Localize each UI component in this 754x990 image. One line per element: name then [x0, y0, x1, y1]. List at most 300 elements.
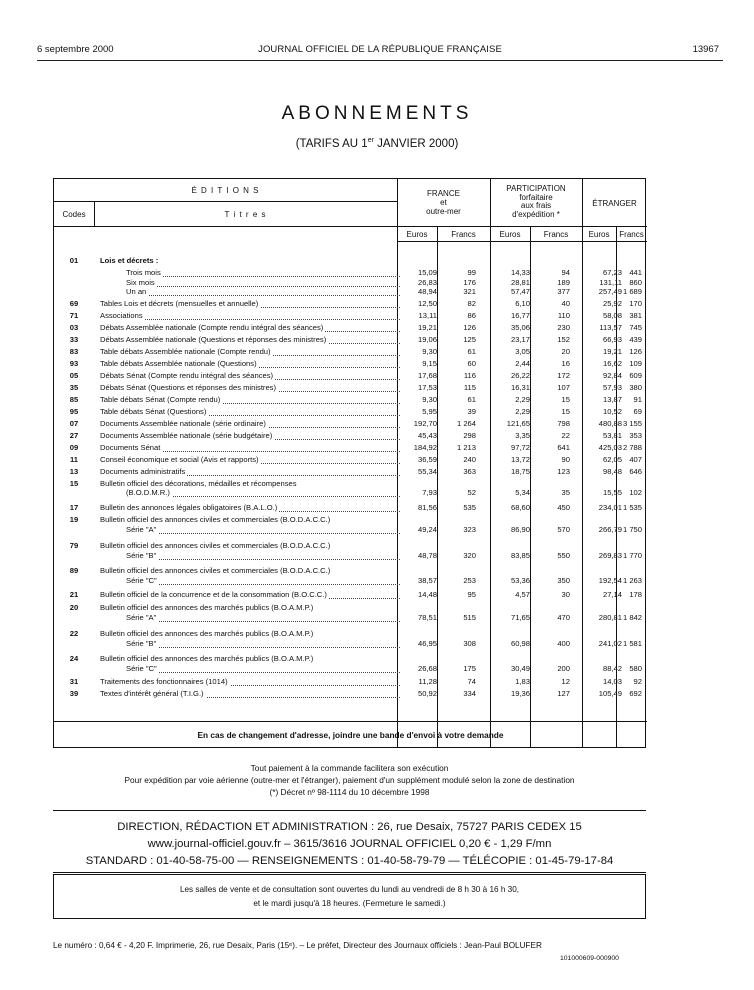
price-cell: 377	[557, 287, 570, 296]
row-title-text: Bulletin officiel de la concurrence et de la consommation (B.O.C.C.)	[100, 590, 327, 599]
row-title-text: Textes d'intérêt général (T.I.G.)	[100, 689, 204, 698]
header-page-number: 13967	[692, 44, 719, 55]
price-cell: 23,17	[510, 335, 530, 344]
subheader-francs: Francs	[451, 230, 476, 239]
price-cell: 68,60	[510, 503, 530, 512]
titres-header: T i t r e s	[224, 210, 267, 219]
table-row	[54, 442, 647, 454]
footer-imprint: Le numéro : 0,64 € - 4,20 F. Imprimerie, 26, rue Desaix, Paris (15ᵉ). – Le préfet, Directeur des Journaux officiels : Jean-Paul BOLUFER	[53, 941, 542, 950]
row-title-text: Bulletin officiel des annonces des marchés publics (B.O.A.M.P.)	[100, 654, 314, 663]
table-row	[54, 286, 647, 298]
price-cell: 2,44	[515, 359, 530, 368]
price-cell: 82	[467, 299, 476, 308]
price-cell: 113,57	[599, 323, 622, 332]
price-cell: 61	[467, 347, 476, 356]
price-cell: 26,68	[417, 663, 437, 673]
price-cell: 308	[463, 638, 476, 648]
row-title	[100, 382, 402, 393]
price-cell: 3,35	[515, 431, 530, 440]
table-row	[54, 418, 647, 430]
subheader-euros: Euros	[499, 230, 521, 239]
row-title	[126, 612, 402, 623]
table-row	[54, 688, 647, 700]
row-title-text: Table débats Sénat (Questions)	[100, 407, 207, 416]
table-row	[54, 612, 647, 624]
price-cell: 152	[557, 335, 570, 344]
direction-phones: STANDARD : 01-40-58-75-00 — RENSEIGNEMENTS : 01-40-58-79-79 — TÉLÉCOPIE : 01-45-79-17-84	[85, 855, 614, 867]
table-row	[54, 370, 647, 382]
row-title	[100, 370, 402, 381]
price-cell: 17,53	[417, 383, 437, 392]
price-cell: 2 788	[622, 443, 642, 452]
row-code: 89	[69, 566, 79, 575]
row-code: 39	[69, 689, 79, 698]
sales-text	[53, 883, 646, 911]
table-row	[54, 550, 647, 562]
row-title-text: Série "B"	[126, 638, 157, 648]
table-row	[54, 638, 647, 650]
price-cell: 1 264	[456, 419, 476, 428]
etranger-header: ÉTRANGER	[592, 199, 637, 208]
row-title	[126, 638, 402, 649]
price-cell: 175	[463, 663, 476, 673]
row-code: 20	[69, 603, 79, 612]
table-row	[54, 466, 647, 478]
row-title-text: Table débats Assemblée nationale (Questions)	[100, 359, 257, 368]
table-row	[54, 430, 647, 442]
price-cell: 15,09	[417, 268, 437, 277]
price-cell: 116	[463, 371, 476, 380]
row-title	[100, 688, 402, 699]
price-cell: 3 155	[622, 419, 642, 428]
price-cell: 14,33	[510, 268, 530, 277]
row-title	[100, 502, 402, 513]
row-code: 13	[69, 467, 79, 476]
row-title-text: Bulletin des annonces légales obligatoires (B.A.L.O.)	[100, 503, 278, 512]
price-cell: 105,49	[598, 689, 622, 698]
row-title-text: Lois et décrets :	[100, 256, 159, 265]
price-cell: 480,88	[598, 419, 622, 428]
editions-header: É D I T I O N S	[191, 186, 260, 195]
table-row	[54, 406, 647, 418]
row-title-text: Débats Assemblée nationale (Questions et réponses des ministres)	[100, 335, 327, 344]
sales-line-1: Les salles de vente et de consultation sont ouvertes du lundi au vendredi de 8 h 30 à 16 h 30,	[179, 885, 520, 894]
price-cell: 172	[557, 371, 570, 380]
price-cell: 86	[467, 311, 476, 320]
price-cell: 350	[557, 575, 570, 585]
price-cell: 1 842	[622, 612, 642, 622]
price-cell: 9,30	[422, 347, 437, 356]
price-cell: 57,93	[602, 383, 622, 392]
price-cell: 18,75	[510, 467, 530, 476]
price-cell: 550	[557, 550, 570, 560]
row-title-text: Documents administratifs	[100, 467, 186, 476]
table-row	[54, 255, 647, 267]
row-title-text: Traitements des fonctionnaires (1014)	[100, 677, 228, 686]
price-cell: 99	[467, 268, 476, 277]
price-cell: 88,42	[602, 663, 622, 673]
row-code: 27	[69, 431, 79, 440]
price-cell: 1,83	[515, 677, 530, 686]
row-code: 07	[69, 419, 79, 428]
price-cell: 380	[629, 383, 642, 392]
price-cell: 16	[561, 359, 570, 368]
price-cell: 13,11	[418, 311, 437, 320]
price-cell: 20	[561, 347, 570, 356]
price-cell: 127	[557, 689, 570, 698]
price-cell: 69	[633, 407, 642, 416]
price-cell: 102	[629, 488, 642, 497]
row-code: 03	[69, 323, 79, 332]
subheader-francs: Francs	[619, 230, 644, 239]
row-title-text: Débats Assemblée nationale (Compte rendu intégral des séances)	[100, 323, 324, 332]
row-title	[126, 550, 402, 561]
price-cell: 5,34	[515, 488, 530, 497]
row-title-text: Conseil économique et social (Avis et rapports)	[100, 455, 259, 464]
price-cell: 240	[463, 455, 476, 464]
row-title-text: Débats Sénat (Compte rendu intégral des séances)	[100, 371, 274, 380]
row-title	[100, 346, 402, 357]
price-cell: 36,59	[417, 455, 437, 464]
direction-web: www.journal-officiel.gouv.fr – 3615/3616 JOURNAL OFFICIEL 0,20 € - 1,29 F/mn	[147, 838, 552, 850]
table-row	[54, 487, 647, 499]
price-cell: 298	[463, 431, 476, 440]
price-cell: 125	[463, 335, 476, 344]
price-cell: 7,93	[422, 488, 437, 497]
row-title-text: Tables Lois et décrets (mensuelles et annuelle)	[100, 299, 259, 308]
price-cell: 16,62	[602, 359, 622, 368]
table-row	[54, 310, 647, 322]
price-cell: 126	[629, 347, 642, 356]
price-cell: 609	[629, 371, 642, 380]
row-code: 33	[69, 335, 79, 344]
price-cell: 94	[561, 268, 570, 277]
price-cell: 580	[629, 663, 642, 673]
price-cell: 91	[633, 395, 642, 404]
price-cell: 126	[463, 323, 476, 332]
row-title	[100, 322, 402, 333]
row-code: 17	[69, 503, 79, 512]
row-code: 79	[69, 541, 79, 550]
price-cell: 2,29	[515, 407, 530, 416]
price-cell: 1 750	[622, 524, 642, 534]
row-title-text: (B.O.D.M.R.)	[126, 488, 170, 497]
running-header	[37, 44, 723, 61]
row-title-text: Bulletin officiel des annonces civiles et commerciales (B.O.D.A.C.C.)	[100, 515, 331, 524]
price-cell: 1 581	[622, 638, 642, 648]
france-header: FRANCE et outre-mer	[426, 189, 461, 216]
price-cell: 9,30	[422, 395, 437, 404]
row-code: 35	[69, 383, 79, 392]
price-cell: 1 213	[456, 443, 476, 452]
price-cell: 60,98	[510, 638, 530, 648]
price-cell: 253	[463, 575, 476, 585]
row-title	[100, 255, 402, 266]
row-title	[100, 298, 402, 309]
price-cell: 86,90	[510, 524, 530, 534]
price-cell: 1 263	[622, 575, 642, 585]
price-cell: 61	[467, 395, 476, 404]
row-title-text: Table débats Assemblée nationale (Compte rendu)	[100, 347, 271, 356]
price-cell: 74	[467, 677, 476, 686]
price-cell: 92	[633, 677, 642, 686]
payment-line: Tout paiement à la commande facilitera son exécution	[250, 763, 449, 773]
price-cell: 381	[629, 311, 642, 320]
price-cell: 50,92	[417, 689, 437, 698]
price-cell: 641	[557, 443, 570, 452]
subheader-euros: Euros	[588, 230, 610, 239]
price-cell: 131,11	[599, 277, 622, 287]
price-cell: 28,81	[510, 277, 530, 287]
row-title-text: Bulletin officiel des décorations, médailles et récompenses	[100, 479, 297, 488]
price-cell: 3,05	[515, 347, 530, 356]
price-cell: 798	[557, 419, 570, 428]
row-title	[100, 430, 402, 441]
price-cell: 745	[629, 323, 642, 332]
row-code: 93	[69, 359, 79, 368]
page-subtitle: (TARIFS AU 1er JANVIER 2000)	[295, 137, 459, 150]
table-row	[54, 394, 647, 406]
price-cell: 13,72	[510, 455, 530, 464]
table-row	[54, 334, 647, 346]
price-cell: 178	[629, 590, 642, 599]
price-cell: 646	[629, 467, 642, 476]
row-title	[126, 575, 402, 586]
table-row	[54, 676, 647, 688]
row-code: 69	[69, 299, 79, 308]
page-title: ABONNEMENTS	[281, 103, 473, 124]
price-cell: 62,05	[602, 455, 622, 464]
row-title-text: Documents Assemblée nationale (série budgétaire)	[100, 431, 273, 440]
price-cell: 27,14	[602, 590, 622, 599]
price-cell: 11,28	[418, 677, 437, 686]
table-row	[54, 298, 647, 310]
price-cell: 441	[629, 268, 642, 277]
price-cell: 16,77	[510, 311, 530, 320]
price-cell: 30	[561, 590, 570, 599]
row-title-text: Documents Assemblée nationale (série ordinaire)	[100, 419, 266, 428]
row-title-text: Bulletin officiel des annonces civiles et commerciales (B.O.D.A.C.C.)	[100, 541, 331, 550]
price-cell: 49,24	[417, 524, 437, 534]
codes-header: Codes	[62, 210, 86, 219]
price-cell: 95	[467, 590, 476, 599]
address-change-note: En cas de changement d'adresse, joindre une bande d'envoi à votre demande	[197, 730, 504, 740]
price-cell: 98,48	[602, 467, 622, 476]
price-cell: 1 535	[622, 503, 642, 512]
price-cell: 26,22	[510, 371, 530, 380]
price-cell: 860	[629, 277, 642, 287]
price-cell: 200	[557, 663, 570, 673]
row-code: 11	[69, 455, 79, 464]
price-cell: 81,56	[417, 503, 437, 512]
row-title-text: Associations	[100, 311, 143, 320]
price-cell: 52	[467, 488, 476, 497]
price-cell: 266,79	[598, 524, 622, 534]
price-cell: 400	[557, 638, 570, 648]
price-cell: 26,83	[417, 277, 437, 287]
subheader-euros: Euros	[406, 230, 428, 239]
row-title	[100, 358, 402, 369]
price-cell: 90	[561, 455, 570, 464]
price-cell: 48,94	[417, 287, 437, 296]
price-cell: 55,34	[417, 467, 437, 476]
price-cell: 2,29	[515, 395, 530, 404]
row-title	[100, 442, 402, 453]
table-row	[54, 575, 647, 587]
price-cell: 107	[557, 383, 570, 392]
price-cell: 425,03	[598, 443, 622, 452]
row-title	[100, 676, 402, 687]
price-cell: 17,68	[417, 371, 437, 380]
row-title-text: Débats Sénat (Questions et réponses des ministres)	[100, 383, 277, 392]
price-cell: 189	[557, 277, 570, 287]
price-cell: 13,87	[602, 395, 622, 404]
price-cell: 92,84	[602, 371, 622, 380]
price-cell: 269,83	[598, 550, 622, 560]
price-cell: 6,10	[515, 299, 530, 308]
price-cell: 121,65	[506, 419, 530, 428]
row-code: 71	[69, 311, 79, 320]
price-cell: 15,55	[602, 488, 622, 497]
price-cell: 535	[463, 503, 476, 512]
row-code: 85	[69, 395, 79, 404]
table-row	[54, 322, 647, 334]
row-title	[100, 466, 402, 477]
price-cell: 16,31	[510, 383, 530, 392]
price-cell: 1 689	[622, 287, 642, 296]
price-cell: 9,15	[422, 359, 437, 368]
decree-line: (*) Décret nº 98-1114 du 10 décembre 1998	[269, 787, 430, 797]
row-code: 83	[69, 347, 79, 356]
price-cell: 692	[629, 689, 642, 698]
tariff-table	[53, 178, 646, 748]
table-row	[54, 454, 647, 466]
price-cell: 4,57	[515, 590, 530, 599]
price-cell: 123	[557, 467, 570, 476]
price-cell: 570	[557, 524, 570, 534]
price-cell: 60	[467, 359, 476, 368]
price-cell: 323	[463, 524, 476, 534]
footer-code: 101000609-000900	[560, 955, 619, 962]
price-cell: 439	[629, 335, 642, 344]
price-cell: 19,21	[417, 323, 437, 332]
price-cell: 67,23	[602, 268, 622, 277]
price-cell: 5,95	[422, 407, 437, 416]
price-cell: 241,02	[598, 638, 622, 648]
price-cell: 257,49	[598, 287, 622, 296]
direction-address: DIRECTION, RÉDACTION ET ADMINISTRATION : 26, rue Desaix, 75727 PARIS CEDEX 15	[117, 821, 582, 833]
price-cell: 176	[463, 277, 476, 287]
price-cell: 110	[557, 311, 570, 320]
price-cell: 83,85	[510, 550, 530, 560]
price-cell: 38,57	[417, 575, 437, 585]
price-cell: 12	[561, 677, 570, 686]
row-title-text: Bulletin officiel des annonces des marchés publics (B.O.A.M.P.)	[100, 603, 314, 612]
price-cell: 470	[557, 612, 570, 622]
row-title-text: Série "B"	[126, 550, 157, 560]
row-title-text: Série "A"	[126, 612, 157, 622]
header-date: 6 septembre 2000	[37, 44, 114, 55]
price-cell: 35	[561, 488, 570, 497]
price-cell: 25,92	[602, 299, 622, 308]
price-cell: 22	[561, 431, 570, 440]
row-title-text: Bulletin officiel des annonces des marchés publics (B.O.A.M.P.)	[100, 629, 314, 638]
price-cell: 184,92	[413, 443, 437, 452]
price-cell: 14,03	[602, 677, 622, 686]
row-title-text: Trois mois	[126, 268, 161, 277]
price-cell: 14,48	[417, 590, 437, 599]
row-title	[126, 487, 402, 498]
price-cell: 71,65	[510, 612, 530, 622]
table-row	[54, 663, 647, 675]
row-title	[126, 286, 402, 297]
price-cell: 48,78	[417, 550, 437, 560]
row-code: 09	[69, 443, 79, 452]
price-cell: 78,51	[417, 612, 437, 622]
row-title	[100, 418, 402, 429]
row-title-text: Table débats Sénat (Compte rendu)	[100, 395, 221, 404]
price-cell: 10,52	[602, 407, 622, 416]
row-title	[126, 524, 402, 535]
price-cell: 230	[557, 323, 570, 332]
price-cell: 19,36	[510, 689, 530, 698]
row-title	[100, 394, 402, 405]
row-code: 01	[69, 256, 79, 265]
row-title-text: Série "C"	[126, 663, 157, 673]
row-code: 24	[69, 654, 79, 663]
table-row	[54, 502, 647, 514]
price-cell: 53,81	[602, 431, 622, 440]
row-title	[100, 310, 402, 321]
price-cell: 320	[463, 550, 476, 560]
direction-text	[53, 819, 646, 870]
table-row	[54, 589, 647, 601]
row-title-text: Six mois	[126, 277, 155, 287]
price-cell: 19,06	[417, 335, 437, 344]
price-cell: 407	[629, 455, 642, 464]
price-cell: 115	[463, 383, 476, 392]
price-cell: 45,43	[417, 431, 437, 440]
price-cell: 12,50	[417, 299, 437, 308]
price-cell: 450	[557, 503, 570, 512]
table-row	[54, 382, 647, 394]
sales-line-2: et le mardi jusqu'à 18 heures. (Fermeture le samedi.)	[253, 899, 446, 908]
row-title	[100, 406, 402, 417]
price-cell: 192,70	[413, 419, 437, 428]
row-code: 05	[69, 371, 79, 380]
price-cell: 19,21	[602, 347, 622, 356]
row-code: 22	[69, 629, 79, 638]
price-cell: 97,72	[510, 443, 530, 452]
price-cell: 35,06	[510, 323, 530, 332]
price-cell: 515	[463, 612, 476, 622]
price-cell: 280,81	[598, 612, 622, 622]
price-cell: 234,01	[598, 503, 622, 512]
row-code: 19	[69, 515, 79, 524]
row-title-text: Série "C"	[126, 575, 157, 585]
table-row	[54, 346, 647, 358]
price-cell: 363	[463, 467, 476, 476]
price-cell: 1 770	[622, 550, 642, 560]
row-title-text: Documents Sénat	[100, 443, 161, 452]
price-cell: 109	[629, 359, 642, 368]
row-title-text: Bulletin officiel des annonces civiles et commerciales (B.O.D.A.C.C.)	[100, 566, 331, 575]
subheader-francs: Francs	[543, 230, 569, 239]
row-title-text: Série "A"	[126, 524, 157, 534]
price-cell: 192,54	[598, 575, 622, 585]
row-code: 15	[69, 479, 79, 488]
row-title	[100, 589, 402, 600]
